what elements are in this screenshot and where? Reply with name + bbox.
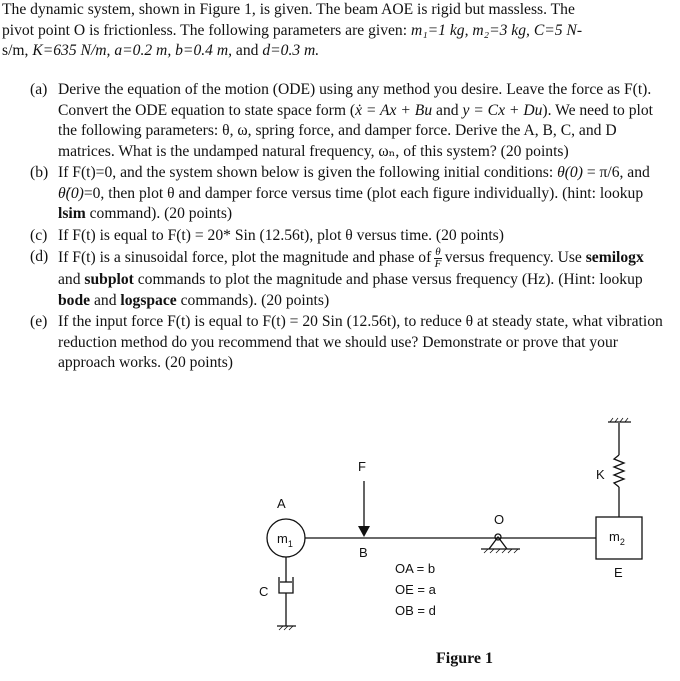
param-d: d=0.3 m.: [262, 42, 320, 59]
label-o: O: [494, 512, 505, 527]
question-label: (d): [30, 248, 49, 265]
param-k: K=635 N/m,: [32, 42, 115, 59]
command-bode: bode: [58, 291, 91, 309]
text-segment: commands). (20 points): [176, 291, 330, 309]
label-m1-base: m: [277, 531, 288, 546]
command-logspace: logspace: [120, 291, 177, 309]
label-a: A: [277, 496, 286, 511]
text-segment: = π/6, and: [582, 164, 650, 181]
param-a: a=0.2 m,: [114, 42, 176, 59]
text-segment: and: [90, 291, 121, 309]
state-equation: ẋ = Ax + Bu: [355, 101, 433, 119]
param-b: b=0.4 m,: [175, 42, 236, 59]
fraction-numerator: θ: [435, 246, 441, 258]
question-text: If F(t) is equal to F(t) = 20* Sin (12.56t), plot θ versus time. (20 points): [58, 226, 504, 244]
question-label: (c): [30, 226, 48, 244]
text-segment: ). We need to plot the following parameters: θ, ω, spring force, and damper force. Derive the A, B, C, and D matrices. What is the undamped natural frequency, ωₙ, of this system? (20 points): [58, 101, 654, 160]
command-lsim: lsim: [58, 205, 86, 222]
figure-caption: Figure 1: [436, 650, 494, 667]
question-label: (b): [30, 164, 49, 181]
text-segment: versus frequency. Use: [444, 249, 586, 267]
param-m2: m₂=3 kg,: [472, 21, 534, 39]
param-m1: m₁=1 kg,: [410, 21, 473, 39]
initial-angle: θ(0): [557, 164, 583, 181]
label-f: F: [358, 459, 366, 474]
intro-line-3-text: s/m,: [2, 42, 33, 59]
label-e: E: [614, 565, 623, 580]
command-subplot: subplot: [84, 271, 134, 288]
question-label: (a): [30, 81, 48, 98]
intro-line-2-text: pivot point O is frictionless. The following parameters are given:: [2, 21, 411, 39]
output-equation: y = Cx + Du: [462, 101, 543, 119]
label-m1-sub: 1: [287, 539, 293, 549]
text-segment: and: [432, 101, 463, 119]
initial-velocity: θ̇(0): [58, 184, 84, 202]
label-m2-base: m: [609, 529, 620, 544]
text-segment: =0, then plot θ and damper force versus time (plot each figure individually). (hint: lookup: [83, 184, 644, 202]
label-m1: [277, 531, 293, 549]
intro-and: and: [235, 42, 263, 59]
label-m2-sub: 2: [619, 537, 625, 547]
text-segment: command). (20 points): [85, 205, 233, 222]
label-c: C: [259, 584, 269, 599]
command-semilogx: semilogx: [585, 249, 644, 267]
label-m2: [609, 529, 625, 547]
label-b: B: [359, 545, 368, 560]
text-segment: If F(t) is a sinusoidal force, plot the magnitude and phase of: [58, 249, 432, 267]
text-segment: If F(t)=0, and the system shown below is given the following initial conditions:: [58, 164, 558, 181]
intro-line-1: The dynamic system, shown in Figure 1, is given. The beam AOE is rigid but massless. The: [2, 1, 575, 18]
label-k: K: [596, 467, 605, 482]
param-c: C=5 N-: [533, 21, 583, 39]
eq-oe: OE = a: [395, 582, 436, 597]
question-text: If the input force F(t) is equal to F(t) = 20 Sin (12.56t), to reduce θ at steady state, what vibration reduction method do you recommend that we should use? Demonstrate or prove that your approach works. (20 points): [58, 313, 663, 371]
eq-ob: OB = d: [395, 603, 436, 618]
spring-coil: [614, 455, 624, 487]
text-segment: commands to plot the magnitude and phase versus frequency (Hz). (Hint: lookup: [133, 271, 643, 288]
pivot-support: [489, 537, 507, 549]
fraction-denominator: F: [434, 258, 442, 270]
text-segment: and: [58, 271, 85, 288]
eq-oa: OA = b: [395, 561, 436, 576]
question-label: (e): [30, 313, 48, 330]
text-segment: Derive the equation of the motion (ODE) using any method you desire. Leave the force as F(t). Convert the ODE equation to state space form (: [58, 81, 652, 119]
force-arrowhead: [358, 526, 370, 537]
